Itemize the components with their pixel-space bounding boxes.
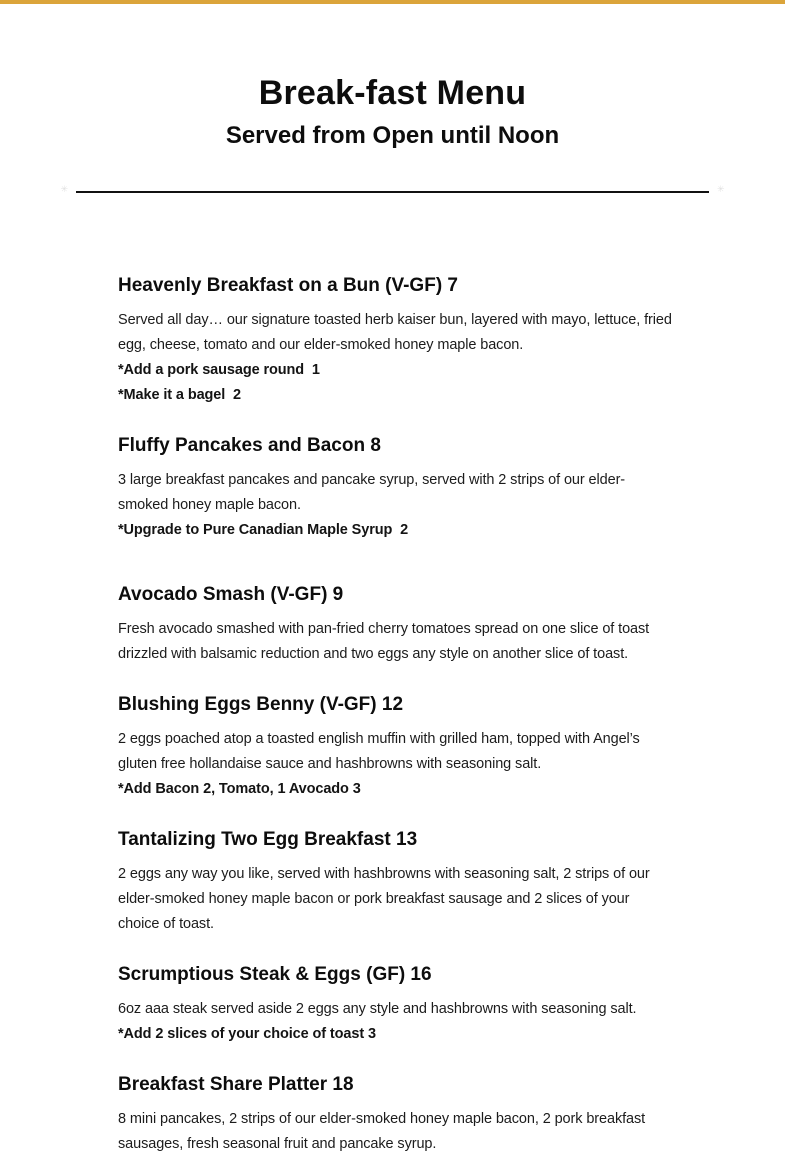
menu-item-description: Served all day… our signature toasted herb kaiser bun, layered with mayo, lettuce, fried egg, cheese, tomato and our elder-smoked honey maple bacon. — [118, 311, 672, 353]
menu-item-addons — [118, 358, 674, 408]
header-divider — [60, 183, 725, 197]
menu-item-description: 2 eggs any way you like, served with hashbrowns with seasoning salt, 2 strips of our elder-smoked honey maple bacon or pork breakfast sausage and 2 slices of your choice of toast. — [118, 865, 650, 932]
menu-item-title: Avocado Smash (V-GF) 9 — [118, 583, 344, 605]
menu-item-title: Tantalizing Two Egg Breakfast 13 — [118, 828, 418, 850]
divider-line — [76, 191, 709, 193]
menu-item-addon: *Add Bacon 2, Tomato, 1 Avocado 3 — [118, 780, 361, 797]
menu-header — [0, 4, 785, 148]
menu-item — [118, 272, 674, 408]
menu-item-addons — [118, 777, 674, 802]
menu-item — [118, 961, 674, 1047]
menu-item-addons — [118, 518, 674, 543]
menu-item — [118, 432, 674, 543]
divider-ornament-left-icon: ✳ — [60, 183, 69, 194]
menu-list — [118, 272, 674, 1167]
divider-ornament-right-icon: ✳ — [716, 183, 725, 194]
menu-item-description: 8 mini pancakes, 2 strips of our elder-smoked honey maple bacon, 2 pork breakfast sausages, fresh seasonal fruit and pancake syrup. — [118, 1110, 646, 1152]
menu-item — [118, 1071, 674, 1157]
menu-item-title: Heavenly Breakfast on a Bun (V-GF) 7 — [118, 274, 458, 296]
page-subtitle: Served from Open until Noon — [225, 121, 560, 149]
menu-item-addons — [118, 1022, 674, 1047]
page-title: Break-fast Menu — [258, 74, 527, 112]
menu-item-addon: *Add 2 slices of your choice of toast 3 — [118, 1025, 376, 1042]
menu-item-addon: *Upgrade to Pure Canadian Maple Syrup 2 — [118, 521, 409, 538]
menu-item-addon: *Make it a bagel 2 — [118, 386, 242, 403]
menu-item — [118, 691, 674, 802]
menu-item-description: 6oz aaa steak served aside 2 eggs any style and hashbrowns with seasoning salt. — [118, 1000, 637, 1017]
menu-item — [118, 826, 674, 937]
menu-item-description: 2 eggs poached atop a toasted english muffin with grilled ham, topped with Angel’s gluten free hollandaise sauce and hashbrowns with seasoning salt. — [118, 730, 640, 772]
menu-item — [118, 581, 674, 667]
menu-item-title: Fluffy Pancakes and Bacon 8 — [118, 434, 381, 456]
menu-item-title: Blushing Eggs Benny (V-GF) 12 — [118, 693, 404, 715]
menu-item-description: Fresh avocado smashed with pan-fried cherry tomatoes spread on one slice of toast drizzled with balsamic reduction and two eggs any style on another slice of toast. — [118, 620, 650, 662]
menu-item-title: Scrumptious Steak & Eggs (GF) 16 — [118, 963, 432, 985]
menu-item-addon: *Add a pork sausage round 1 — [118, 361, 320, 378]
menu-item-title: Breakfast Share Platter 18 — [118, 1073, 354, 1095]
menu-item-description: 3 large breakfast pancakes and pancake syrup, served with 2 strips of our elder-smoked honey maple bacon. — [118, 471, 626, 513]
